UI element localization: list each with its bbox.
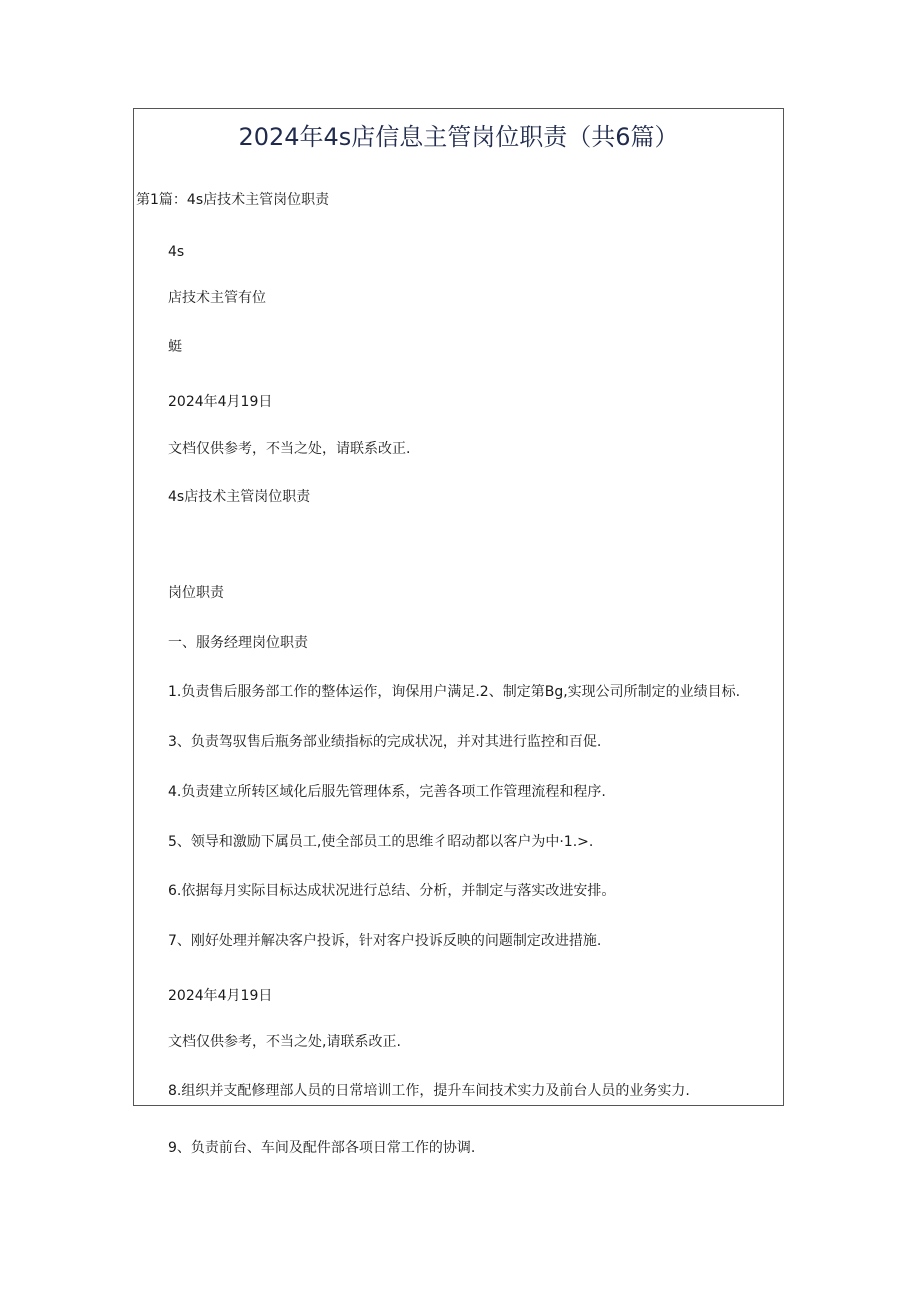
disclaimer-line: 文档仅供参考，不当之处,请联系改正. — [168, 1034, 401, 1050]
duty-item: 6.依据每月实际目标达成状况进行总结、分析，并制定与落实改进安排。 — [168, 883, 616, 899]
text-line: 蜓 — [168, 339, 182, 355]
disclaimer-line: 文档仅供参考，不当之处，请联系改正. — [168, 441, 411, 457]
text-line: 店技术主管有位 — [168, 290, 266, 306]
duty-item: 5、领导和激励下属员工,使全部员工的思维彳昭动都以客户为中·1.>. — [168, 834, 594, 850]
duty-item: 7、刚好处理并解决客户投诉，针对客户投诉反映的问题制定改进措施. — [168, 933, 602, 949]
section-heading: 第1篇：4s店技术主管岗位职责 — [136, 192, 330, 208]
document-title: 2024年4s店信息主管岗位职责（共6篇） — [238, 123, 679, 151]
duty-item: 8.组织并支配修理部人员的日常培训工作，提升车间技术实力及前台人员的业务实力. — [168, 1083, 690, 1099]
duty-item: 1.负责售后服务部工作的整体运作，询保用户满足.2、制定第Bg,实现公司所制定的业绩目标. — [168, 684, 741, 700]
duty-item: 4.负责建立所转区域化后服先管理体系，完善各项工作管理流程和程序. — [168, 784, 606, 800]
document-border-frame — [133, 108, 784, 1106]
duty-item: 3、负责驾驭售后瓶务部业绩指标的完成状况，并对其进行监控和百促. — [168, 734, 602, 750]
date-line: 2024年4月19日 — [168, 394, 273, 410]
text-line: 4s店技术主管岗位职责 — [168, 489, 311, 505]
text-line: 4s — [168, 244, 185, 260]
date-line: 2024年4月19日 — [168, 988, 273, 1004]
subheading-line: 岗位职责 — [168, 585, 224, 601]
subheading-line: 一、服务经理岗位职责 — [168, 635, 308, 651]
duty-item: 9、负责前台、车间及配件部各项日常工作的协调. — [168, 1140, 476, 1156]
